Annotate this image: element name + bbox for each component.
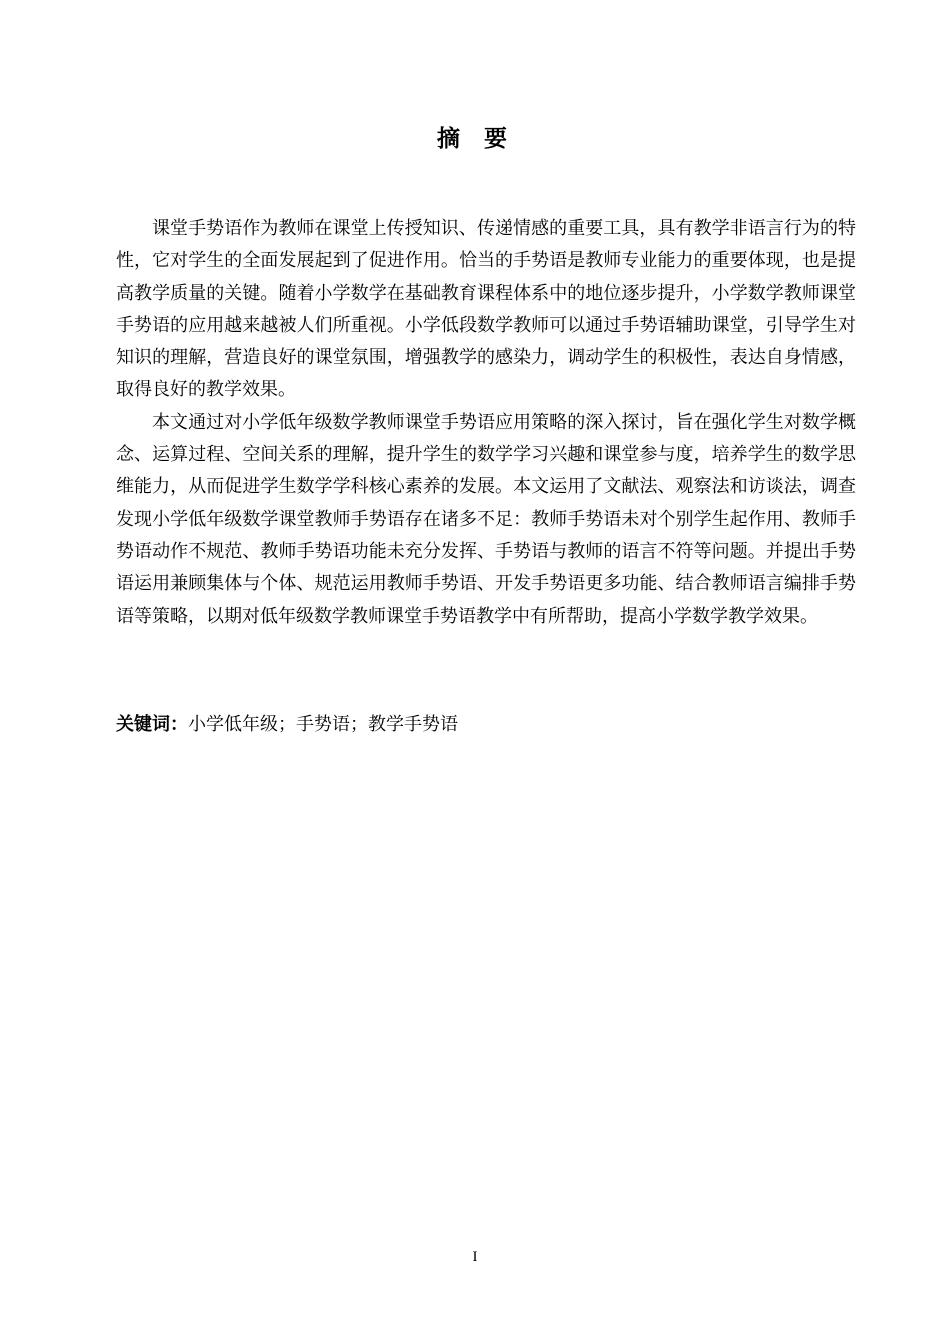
keywords-line [116,709,856,741]
abstract-body [116,213,856,633]
abstract-title: 摘要 [437,126,531,152]
abstract-paragraph-2: 本文通过对小学低年级数学教师课堂手势语应用策略的深入探讨，旨在强化学生对数学概念、运算过程、空间关系的理解，提升学生的数学学习兴趣和课堂参与度，培养学生的数学思维能力，从而促进学生数学学科核心素养的发展。本文运用了文献法、观察法和访谈法，调查发现小学低年级数学课堂教师手势语存在诸多不足：教师手势语未对个别学生起作用、教师手势语动作不规范、教师手势语功能未充分发挥、手势语与教师的语言不符等问题。并提出手势语运用兼顾集体与个体、规范运用教师手势语、开发手势语更多功能、结合教师语言编排手势语等策略，以期对低年级数学教师课堂手势语教学中有所帮助，提高小学数学教学效果。 [116,411,856,627]
keywords-value: 小学低年级；手势语；教学手势语 [188,714,458,735]
abstract-paragraph-1: 课堂手势语作为教师在课堂上传授知识、传递情感的重要工具，具有教学非语言行为的特性，它对学生的全面发展起到了促进作用。恰当的手势语是教师专业能力的重要体现，也是提高教学质量的关键。随着小学数学在基础教育课程体系中的地位逐步提升，小学数学教师课堂手势语的应用越来越被人们所重视。小学低段数学教师可以通过手势语辅助课堂，引导学生对知识的理解，营造良好的课堂氛围，增强教学的感染力，调动学生的积极性，表达自身情感，取得良好的教学效果。 [116,218,856,401]
keywords-label: 关键词： [116,714,188,735]
page-number: I [472,1249,478,1265]
